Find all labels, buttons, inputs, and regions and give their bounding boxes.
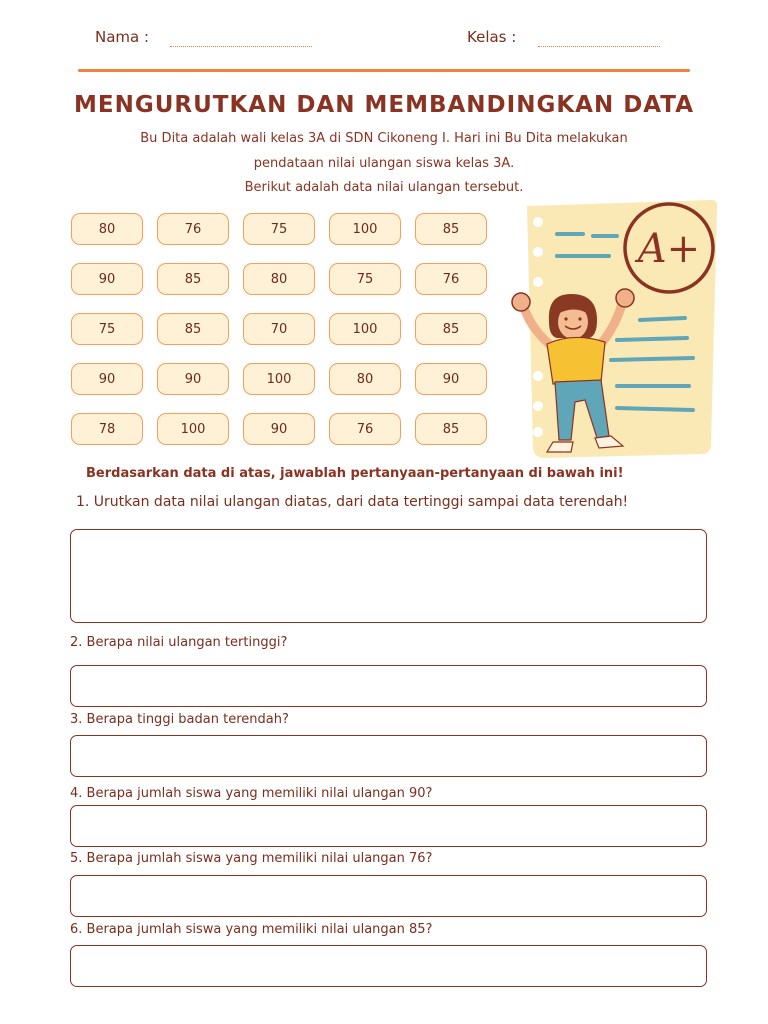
intro-line-2: pendataan nilai ulangan siswa kelas 3A. <box>253 156 515 171</box>
score-cell: 90 <box>71 263 143 295</box>
score-cell: 85 <box>415 313 487 345</box>
score-cell: 80 <box>71 213 143 245</box>
score-cell: 80 <box>329 363 401 395</box>
page-title: MENGURUTKAN DAN MEMBANDINGKAN DATA <box>73 92 695 118</box>
intro-line-3: Berikut adalah data nilai ulangan tersebut. <box>244 180 524 195</box>
intro-line-1: Bu Dita adalah wali kelas 3A di SDN Cikoneng I. Hari ini Bu Dita melakukan <box>140 131 628 146</box>
question-1: 1. Urutkan data nilai ulangan diatas, dari data tertinggi sampai data terendah! <box>76 494 629 510</box>
score-cell: 100 <box>243 363 315 395</box>
answer-box-3[interactable] <box>70 735 707 777</box>
score-cell: 85 <box>157 263 229 295</box>
question-6: 6. Berapa jumlah siswa yang memiliki nilai ulangan 85? <box>70 922 433 937</box>
score-cell: 90 <box>157 363 229 395</box>
answer-box-2[interactable] <box>70 665 707 707</box>
kelas-label: Kelas : <box>467 28 517 46</box>
score-cell: 100 <box>329 313 401 345</box>
answer-box-4[interactable] <box>70 805 707 847</box>
score-cell: 80 <box>243 263 315 295</box>
score-cell: 78 <box>71 413 143 445</box>
score-cell: 76 <box>329 413 401 445</box>
score-cell: 85 <box>157 313 229 345</box>
score-cell: 75 <box>329 263 401 295</box>
answer-box-6[interactable] <box>70 945 707 987</box>
question-4: 4. Berapa jumlah siswa yang memiliki nilai ulangan 90? <box>70 786 433 801</box>
question-5: 5. Berapa jumlah siswa yang memiliki nilai ulangan 76? <box>70 851 433 866</box>
score-cell: 90 <box>71 363 143 395</box>
grade-text: A+ <box>637 226 701 272</box>
score-cell: 76 <box>157 213 229 245</box>
score-cell: 70 <box>243 313 315 345</box>
score-cell: 76 <box>415 263 487 295</box>
score-cell: 75 <box>243 213 315 245</box>
score-cell: 100 <box>329 213 401 245</box>
question-3: 3. Berapa tinggi badan terendah? <box>70 712 289 727</box>
student-illustration <box>505 196 725 464</box>
answer-box-5[interactable] <box>70 875 707 917</box>
question-2: 2. Berapa nilai ulangan tertinggi? <box>70 635 288 650</box>
score-cell: 75 <box>71 313 143 345</box>
answer-box-1[interactable] <box>70 529 707 623</box>
nama-label: Nama : <box>95 28 150 46</box>
instruction-text: Berdasarkan data di atas, jawablah pertanyaan-pertanyaan di bawah ini! <box>86 466 624 481</box>
score-cell: 100 <box>157 413 229 445</box>
score-cell: 85 <box>415 213 487 245</box>
score-cell: 90 <box>415 363 487 395</box>
score-cell: 85 <box>415 413 487 445</box>
score-cell: 90 <box>243 413 315 445</box>
